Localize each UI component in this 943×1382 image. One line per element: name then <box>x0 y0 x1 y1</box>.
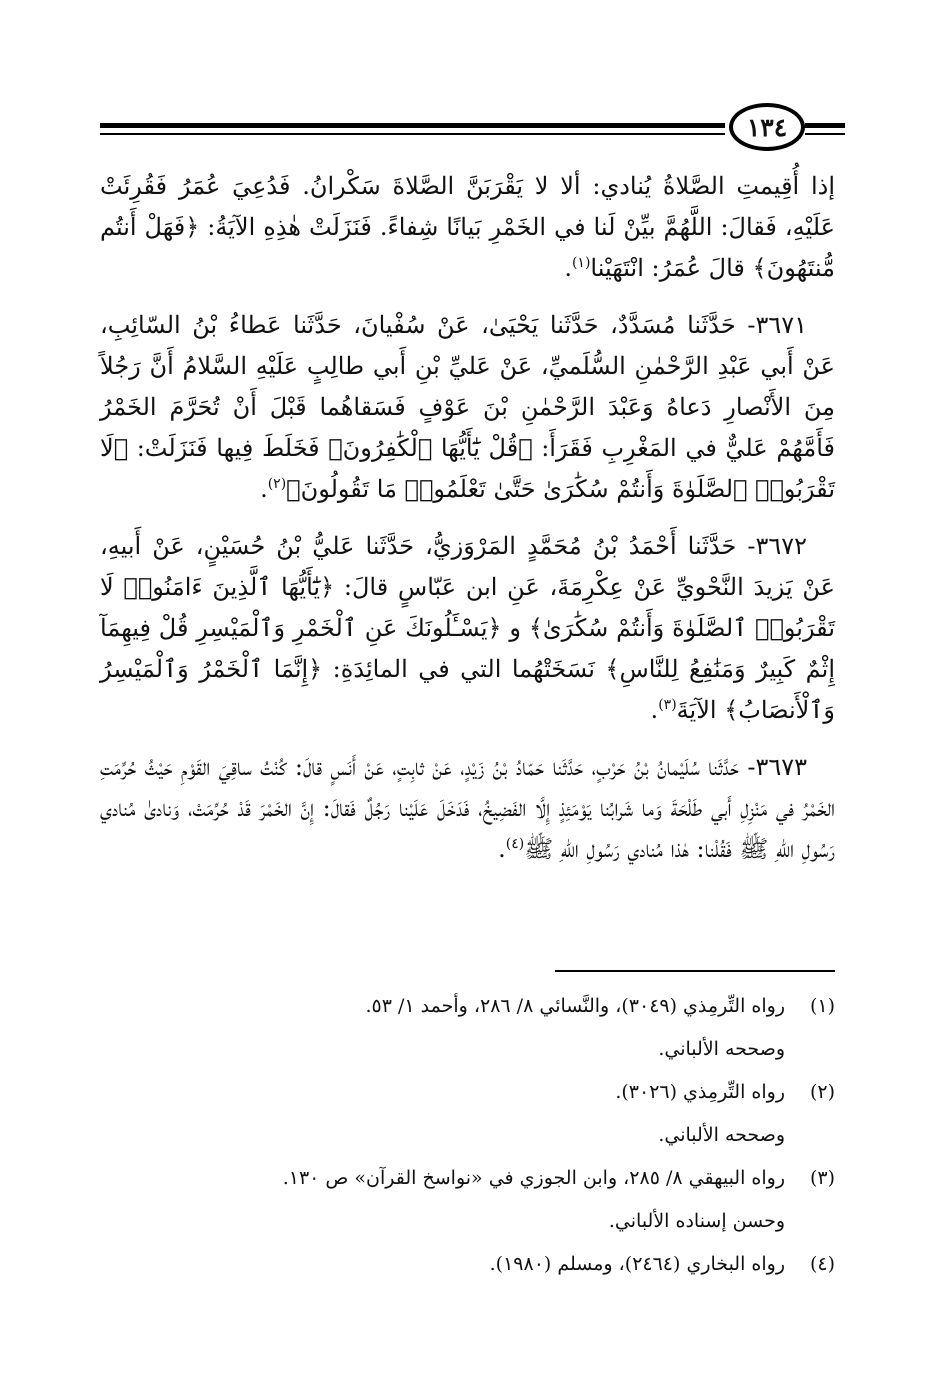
footnote-ref: (٣) <box>658 697 677 713</box>
footnote-text <box>120 985 785 1071</box>
hadith-paragraph <box>100 747 835 870</box>
footnote-ref: (٤) <box>505 836 525 852</box>
header-rule-tail <box>805 123 845 128</box>
main-text <box>100 166 835 886</box>
footnote-text <box>120 1243 785 1286</box>
footnote-marker: (٢) <box>809 1081 835 1103</box>
paragraph-continuation <box>100 166 835 289</box>
paragraph-text: - حَدَّثَنا أَحْمَدُ بْنُ مُحَمَّدٍ المَرْوَزيُّ، حَدَّثَنا عَليُّ بْنُ حُسَيْنٍ، عَنْ أَبيهِ، عَنْ يَزيدَ النَّحْويِّ عَنْ عِكْرِمَةَ، عَنِ ابن عَبّاسٍ قالَ: ﴿يَٰٓأَيُّهَا ٱلَّذِينَ ءَامَنُوا۟ لَا تَقْرَبُوا۟ ٱلصَّلَوٰةَ وَأَنتُمْ سُكَٰرَىٰ﴾ و ﴿يَسْـَٔلُونَكَ عَنِ ٱلْخَمْرِ وَٱلْمَيْسِرِ قُلْ فِيهِمَآ إِثْمٌ كَبِيرٌ وَمَنَٰفِعُ لِلنَّاسِ﴾ نَسَخَتْهُما التي في المائِدَةِ: ﴿إِنَّمَا ٱلْخَمْرُ وَٱلْمَيْسِرُ وَٱلْأَنصَابُ﴾ الآيَةَ <box>100 532 835 724</box>
footnote-item <box>120 1071 835 1157</box>
footnote-item <box>120 1157 835 1243</box>
footnote-separator <box>555 970 835 972</box>
hadith-number: ٣٦٧٣ <box>755 753 807 781</box>
footnote-marker: (٣) <box>809 1167 835 1189</box>
paragraph-end: . <box>650 696 659 724</box>
header-rule-thin <box>100 133 725 135</box>
hadith-paragraph <box>100 526 835 731</box>
page-header <box>100 103 845 153</box>
paragraph-end: . <box>498 835 506 863</box>
footnote-item <box>120 985 835 1071</box>
paragraph-text: إذا أُقِيمتِ الصَّلاةُ يُنادي: ألا لا يَقْرَبَنَّ الصَّلاةَ سَكْرانُ. فَدُعِيَ عُمَرُ فَقُرِئَتْ عَلَيْهِ، فَقالَ: اللَّهُمَّ بيِّنْ لَنا في الخَمْرِ بَيانًا شِفاءً. فَنَزَلَتْ هٰذِهِ الآيَةُ: ﴿فَهَلْ أَنتُم مُّنتَهُونَ﴾ قالَ عُمَرُ: انْتَهَيْنا <box>100 172 835 282</box>
paragraph-end: . <box>564 254 572 282</box>
footnote-ref: (١) <box>571 255 591 271</box>
footnote-ref: (٢) <box>267 476 287 492</box>
footnote-text <box>120 1157 785 1243</box>
footnote-line: وصححه الألباني. <box>658 1124 785 1146</box>
footnote-line: رواه التِّرمِذي (٣٠٢٦). <box>615 1081 785 1103</box>
page-number: ١٣٤ <box>729 103 805 151</box>
footnote-line: وصححه الألباني. <box>658 1038 785 1060</box>
footnote-line: وحسن إسناده الألباني. <box>608 1210 785 1232</box>
footnote-marker: (١) <box>809 995 835 1017</box>
hadith-paragraph <box>100 305 835 510</box>
footnote-marker: (٤) <box>809 1253 835 1275</box>
hadith-number: ٣٦٧٢ <box>755 532 807 560</box>
footnote-line: رواه التِّرمِذي (٣٠٤٩)، والنَّسائي ٨/ ٢٨٦، وأحمد ١/ ٥٣. <box>365 995 785 1017</box>
footnote-text <box>120 1071 785 1157</box>
header-rule-thick <box>100 123 725 128</box>
paragraph-text: - حَدَّثَنا سُلَيْمانُ بْنُ حَرْبٍ، حَدَّثَنا حَمّادُ بْنُ زَيْدٍ، عَنْ ثابِتٍ، عَنْ أَنَسٍ قالَ: كُنْتُ ساقِيَ القَوْمِ حَيْثُ حُرِّمَتِ الخَمْرُ في مَنْزِلِ أَبي طَلْحَةَ وَما شَرابُنا يَوْمَئِذٍ إِلَّا الفَضِيخُ، فَدَخَلَ عَلَيْنا رَجُلٌ فَقالَ: إِنَّ الخَمْرَ قَدْ حُرِّمَتْ، وَنادىٰ مُنادي رَسُولِ اللهِ ﷺ فَقُلْنا: هٰذا مُنادي رَسُولِ اللهِ ﷺ <box>100 753 835 863</box>
paragraph-text: - حَدَّثَنا مُسَدَّدٌ، حَدَّثَنا يَحْيَىٰ، عَنْ سُفْيانَ، حَدَّثَنا عَطاءُ بْنُ السّائِبِ، عَنْ أَبي عَبْدِ الرَّحْمٰنِ السُّلَميِّ، عَنْ عَليِّ بْنِ أَبي طالِبٍ عَلَيْهِ السَّلامُ أَنَّ رَجُلاً مِنَ الأَنْصارِ دَعاهُ وَعَبْدَ الرَّحْمٰنِ بْنَ عَوْفٍ فَسَقاهُما قَبْلَ أَنْ تُحَرَّمَ الخَمْرُ فَأَمَّهُمْ عَليٌّ في المَغْرِبِ فَقَرَأَ: ﴿قُلْ يَٰٓأَيُّهَا ٱلْكَٰفِرُونَ﴾ فَخَلَطَ فِيها فَنَزَلَتْ: ﴿لَا تَقْرَبُوا۟ ٱلصَّلَوٰةَ وَأَنتُمْ سُكَٰرَىٰ حَتَّىٰ تَعْلَمُوا۟ مَا تَقُولُونَ﴾ <box>100 311 836 503</box>
paragraph-end: . <box>260 475 268 503</box>
hadith-number: ٣٦٧١ <box>755 311 807 339</box>
header-rule-tail-thin <box>805 133 845 135</box>
footnotes <box>120 985 835 1286</box>
footnote-line: رواه البيهقي ٨/ ٢٨٥، وابن الجوزي في «نواسخ القرآن» ص ١٣٠. <box>282 1167 785 1189</box>
footnote-line: رواه البخاري (٢٤٦٤)، ومسلم (١٩٨٠). <box>489 1253 785 1275</box>
footnote-item <box>120 1243 835 1286</box>
